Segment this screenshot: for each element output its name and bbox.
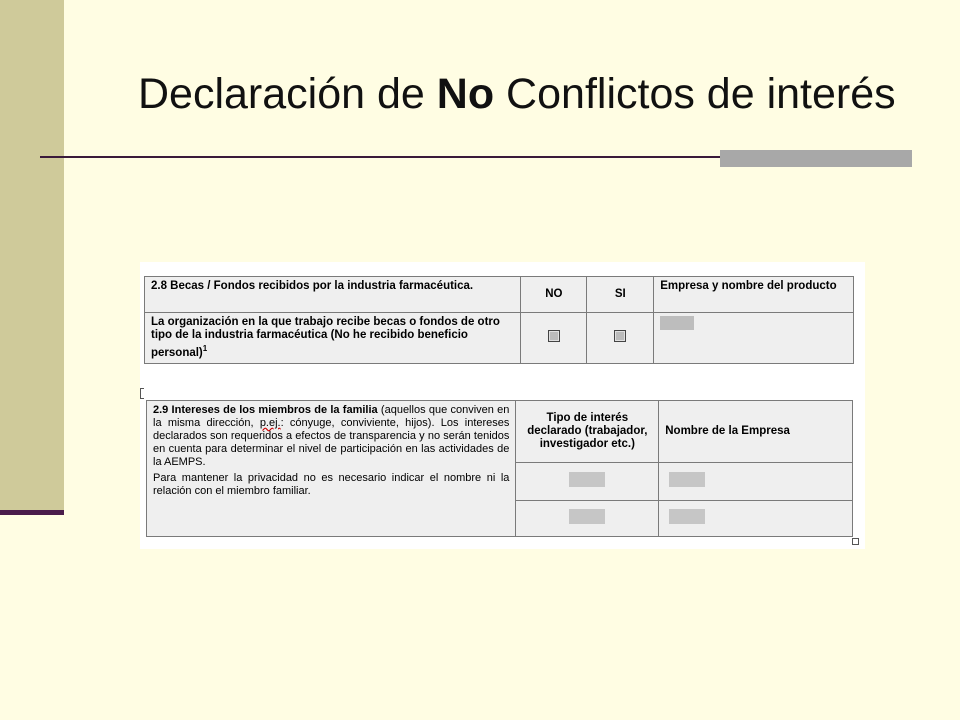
familia-description-cell (147, 401, 516, 537)
familia-tipo-cell-1 (516, 463, 659, 501)
slide-title (138, 70, 896, 119)
familia-text-b: : cónyuge, conviviente, hijos). Los intereses declarados son requeridos a efectos de transparencia y no serán tenidos en cuenta para determinar el nivel de participación en las actividades de la AEMPS. (153, 417, 510, 468)
selection-handle-bottom-right (852, 538, 859, 545)
familia-tipo-cell-2 (516, 501, 659, 537)
col-no-header: NO (521, 277, 587, 313)
selection-handle-top-left (140, 388, 144, 399)
table-familia (146, 400, 853, 537)
empresa-input-field[interactable] (660, 316, 694, 330)
tipo-input-field-1[interactable] (569, 472, 605, 487)
becas-si-cell (587, 313, 654, 364)
tipo-input-field-2[interactable] (569, 509, 605, 524)
familia-text-a: (aquellos que conviven en la misma dirección, (153, 404, 510, 429)
nombre-input-field-2[interactable] (669, 509, 705, 524)
becas-header-cell: 2.8 Becas / Fondos recibidos por la industria farmacéutica. (145, 277, 521, 313)
left-decorative-bar (0, 0, 64, 512)
becas-row-label: La organización en la que trabajo recibe becas o fondos de otro tipo de la industria farmacéutica (No he recibido beneficio personal) (151, 316, 500, 359)
left-accent-line (0, 510, 64, 515)
familia-text-pej: p.ej. (259, 417, 281, 429)
becas-no-cell (521, 313, 587, 364)
footnote-marker: 1 (202, 344, 208, 353)
form-excerpt-image (140, 262, 865, 549)
checkbox-no[interactable] (548, 330, 560, 342)
title-rule-accent (720, 150, 912, 167)
privacy-note: Para mantener la privacidad no es necesario indicar el nombre ni la relación con el miembro familiar. (153, 472, 510, 497)
table-becas-header-row (145, 277, 854, 313)
becas-empresa-cell (654, 313, 854, 364)
title-part-2: Conflictos de interés (494, 70, 896, 118)
col-tipo-header: Tipo de interés declarado (trabajador, investigador etc.) (516, 401, 659, 463)
title-part-1: Declaración de (138, 70, 437, 118)
checkbox-si[interactable] (614, 330, 626, 342)
familia-nombre-cell-2 (659, 501, 853, 537)
table-becas (144, 276, 854, 364)
familia-nombre-cell-1 (659, 463, 853, 501)
nombre-input-field-1[interactable] (669, 472, 705, 487)
table-becas-row (145, 313, 854, 364)
col-nombre-header: Nombre de la Empresa (659, 401, 853, 463)
title-bold-part: No (436, 70, 495, 118)
becas-row-text (145, 313, 521, 364)
table-familia-header-row (147, 401, 853, 463)
col-si-header: SI (587, 277, 654, 313)
col-empresa-header: Empresa y nombre del producto (654, 277, 854, 313)
familia-header: 2.9 Intereses de los miembros de la familia (153, 404, 378, 416)
